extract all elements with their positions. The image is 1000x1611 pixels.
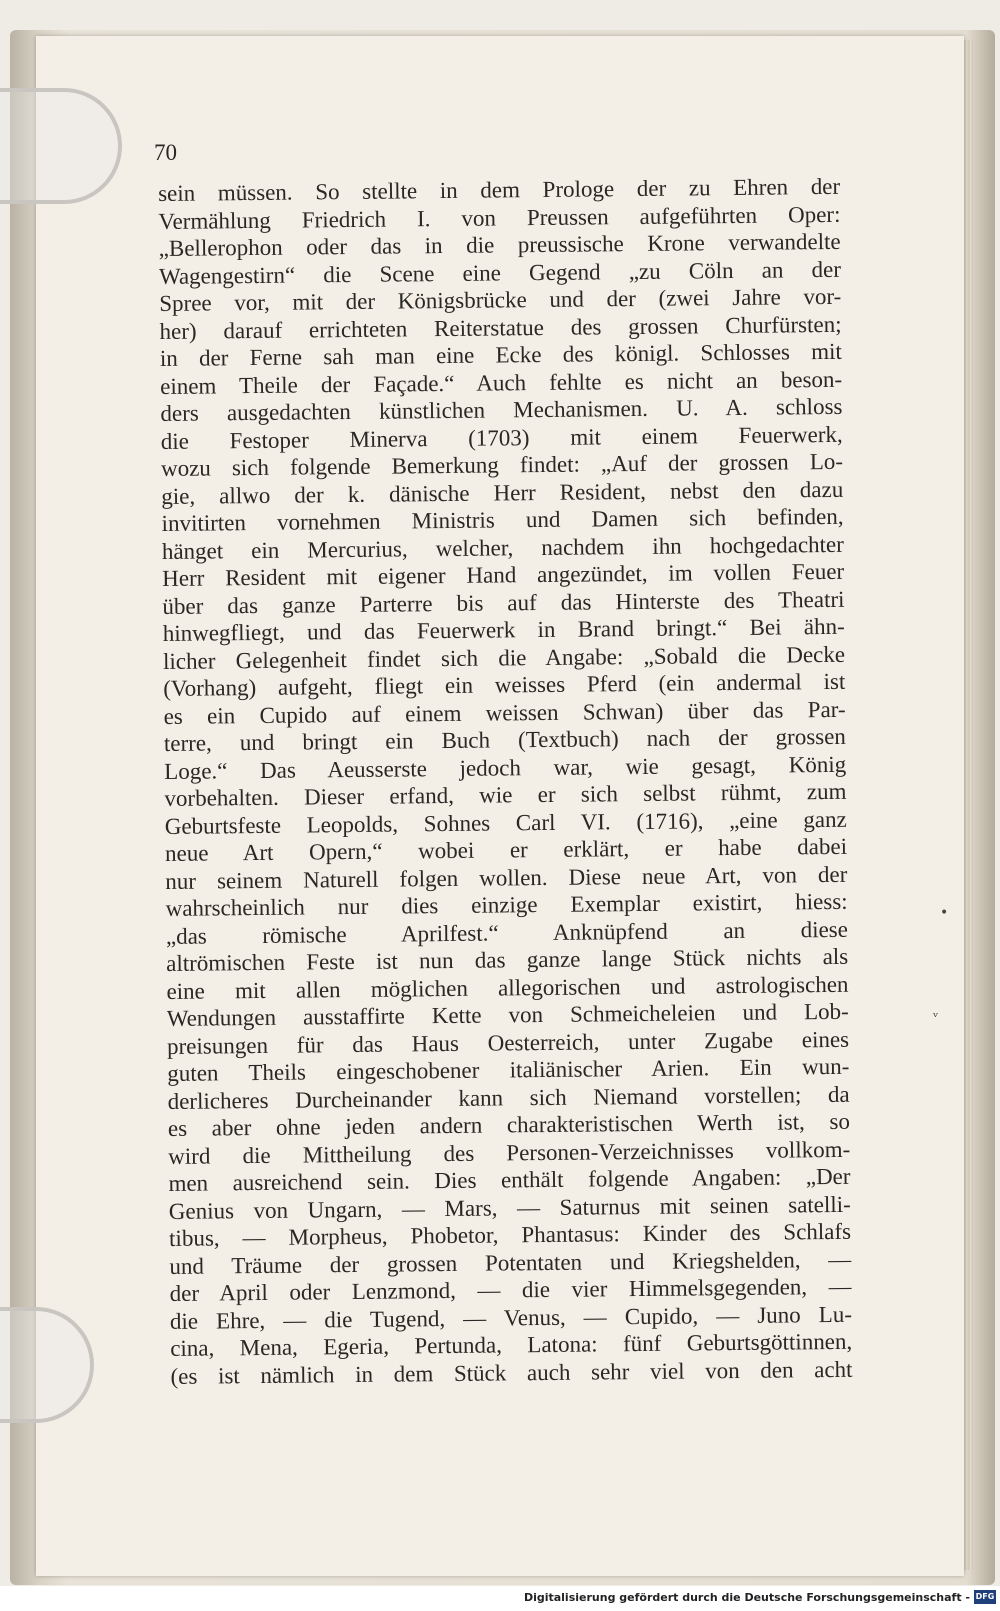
text-line: es aber ohne jeden andern charakteristischen Werth ist, so	[167, 1108, 851, 1141]
text-line: wird die Mittheilung des Personen-Verzeichnisses vollkom-	[168, 1136, 851, 1169]
text-line: Loge.“ Das Aeusserste jedoch war, wie gesagt, König	[164, 751, 847, 784]
text-line: altrömischen Feste ist nun das ganze lange Stück nichts als	[166, 943, 849, 976]
page-number: 70	[154, 140, 177, 165]
text-line: Wagengestirn“ die Scene eine Gegend „zu Cöln an der	[158, 256, 842, 289]
text-line: gie, allwo der k. dänische Herr Resident, nebst den dazu	[161, 476, 844, 509]
text-line: „Bellerophon oder das in die preussische Krone verwandelte	[158, 228, 841, 261]
text-line: her) darauf errichteten Reiterstatue des grossen Churfürsten;	[159, 311, 842, 344]
text-line: cina, Mena, Egeria, Pertunda, Latona: fünf Geburtsgöttinnen,	[170, 1328, 853, 1361]
text-line: sein müssen. So stellte in dem Prologe der zu Ehren der	[158, 173, 841, 206]
text-line: ders ausgedachten künstlichen Mechanismen. U. A. schloss	[160, 393, 843, 426]
text-line: preisungen für das Haus Oesterreich, unter Zugabe eines	[166, 1026, 850, 1059]
text-line: über das ganze Parterre bis auf das Hinterste des Theatri	[162, 586, 845, 619]
text-line: terre, und bringt ein Buch (Textbuch) nach der grossen	[163, 723, 846, 756]
text-line: neue Art Opern,“ wobei er erklärt, er habe dabei	[164, 833, 848, 866]
text-line: Herr Resident mit eigener Hand angezündet, im vollen Feuer	[162, 558, 845, 591]
text-line: wahrscheinlich nur dies einzige Exemplar existirt, hiess:	[165, 888, 848, 921]
text-line: nur seinem Naturell folgen wollen. Diese neue Art, von der	[165, 861, 848, 894]
margin-mark: •	[940, 905, 949, 921]
text-line: Spree vor, mit der Königsbrücke und der (zwei Jahre vor-	[159, 283, 842, 316]
text-line: der April oder Lenzmond, — die vier Himmelsgegenden, —	[169, 1273, 852, 1306]
footer-credit: Digitalisierung gefördert durch die Deutsche Forschungsgemeinschaft -	[523, 1591, 970, 1604]
text-line: (es ist nämlich in dem Stück auch sehr viel von den acht	[170, 1356, 853, 1389]
text-line: vorbehalten. Dieser erfand, wie er sich selbst rühmt, zum	[164, 778, 847, 811]
text-line: eine mit allen möglichen allegorischen und astrologischen	[166, 971, 849, 1004]
dfg-logo: DFG	[974, 1590, 996, 1604]
text-line: licher Gelegenheit findet sich die Angabe: „Sobald die Decke	[162, 641, 846, 674]
text-line: Genius von Ungarn, — Mars, — Saturnus mit seinen satelli-	[168, 1191, 851, 1224]
margin-mark: ᵥ	[933, 1005, 939, 1021]
text-line: guten Theils eingeschobener italiänischer Arien. Ein wun-	[167, 1053, 850, 1086]
text-line: men ausreichend sein. Dies enthält folgende Angaben: „Der	[168, 1163, 851, 1196]
text-line: und Träume der grossen Potentaten und Kriegshelden, —	[169, 1246, 852, 1279]
text-line: wozu sich folgende Bemerkung findet: „Auf der grossen Lo-	[160, 448, 844, 481]
text-line: einem Theile der Façade.“ Auch fehlte es nicht an beson-	[160, 366, 843, 399]
text-line: hinwegfliegt, und das Feuerwerk in Brand bringt.“ Bei ähn-	[162, 613, 845, 646]
text-line: die Ehre, — die Tugend, — Venus, — Cupido, — Juno Lu-	[169, 1301, 853, 1334]
text-line: die Festoper Minerva (1703) mit einem Feuerwerk,	[160, 421, 843, 454]
text-line: Geburtsfeste Leopolds, Sohnes Carl VI. (1716), „eine ganz	[164, 806, 847, 839]
body-text	[158, 173, 853, 1390]
text-line: „das römische Aprilfest.“ Anknüpfend an diese	[165, 916, 849, 949]
text-line: es ein Cupido auf einem weissen Schwan) über das Par-	[163, 696, 846, 729]
text-line: invitirten vornehmen Ministris und Damen sich befinden,	[161, 503, 844, 536]
text-line: (Vorhang) aufgeht, fliegt ein weisses Pferd (ein andermal ist	[163, 668, 846, 701]
text-line: Vermählung Friedrich I. von Preussen aufgeführten Oper:	[158, 201, 841, 234]
text-line: in der Ferne sah man eine Ecke des königl. Schlosses mit	[159, 338, 842, 371]
text-line: derlicheres Durcheinander kann sich Niemand vorstellen; da	[167, 1081, 850, 1114]
page-clip-top	[0, 88, 122, 204]
text-line: tibus, — Morpheus, Phobetor, Phantasus: Kinder des Schlafs	[168, 1218, 852, 1251]
text-line: hänget ein Mercurius, welcher, nachdem ihn hochgedachter	[161, 531, 844, 564]
text-line: Wendungen ausstaffirte Kette von Schmeicheleien und Lob-	[166, 998, 849, 1031]
footer-bar	[0, 1586, 1000, 1611]
